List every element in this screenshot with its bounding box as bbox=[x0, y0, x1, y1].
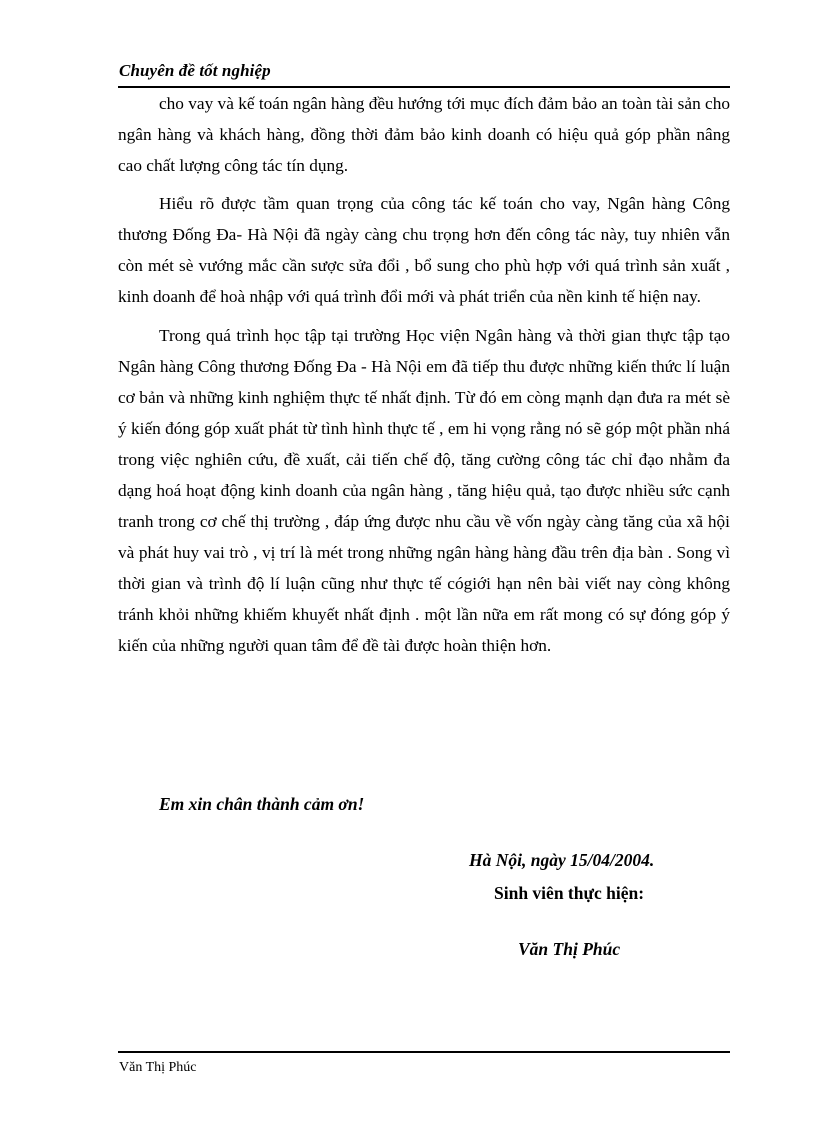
footer-author: Văn Thị Phúc bbox=[119, 1060, 197, 1075]
page-header bbox=[118, 58, 730, 88]
signature-date: Hà Nội, ngày 15/04/2004. bbox=[469, 850, 655, 870]
paragraph-study: Trong quá trình học tập tại trường Học viện Ngân hàng và thời gian thực tập tạo Ngân hàng Công thương Đống Đa - Hà Nội em đã tiếp thu được những kiến thức lí luận cơ bản và những kinh nghiệm thực tế nhất định. Từ đó em còng mạnh dạn đưa ra mét sè ý kiến đóng góp xuất phát từ tình hình thực tế , em hi vọng rằng nó sẽ góp một phần nhá trong việc nghiên cứu, đề xuất, cải tiến chế độ, tăng cường công tác chỉ đạo nhằm đa dạng hoá hoạt động kinh doanh của ngân hàng , tăng hiệu quả, tạo được nhiều sức cạnh tranh trong cơ chế thị trường , đáp ứng được nhu cầu về vốn ngày càng tăng của xã hội và phát huy vai trò , vị trí là mét trong những ngân hàng hàng đầu trên địa bàn . Song vì thời gian và trình độ lí luận cũng như thực tế cógiới hạn nên bài viết nay còng không tránh khỏi những khiếm khuyết nhất định . một lần nữa em rất mong có sự đóng góp ý kiến của những người quan tâm để đề tài được hoàn thiện hơn. bbox=[118, 326, 730, 655]
thanks-line: Em xin chân thành cảm ơn! bbox=[159, 794, 365, 814]
signature-role: Sinh viên thực hiện: bbox=[494, 883, 645, 903]
main-text bbox=[118, 88, 730, 669]
paragraph-continuation: cho vay và kế toán ngân hàng đều hướng tới mục đích đảm bảo an toàn tài sản cho ngân hàng và khách hàng, đồng thời đảm bảo kinh doanh có hiệu quả góp phần nâng cao chất lượng công tác tín dụng. bbox=[118, 94, 730, 175]
document-title: Chuyên đề tốt nghiệp bbox=[119, 61, 271, 80]
page-footer bbox=[118, 1051, 730, 1083]
paragraph-importance: Hiểu rõ được tầm quan trọng của công tác kế toán cho vay, Ngân hàng Công thương Đống Đa- Hà Nội đã ngày càng chu trọng hơn đến công tác này, tuy nhiên vẫn còn mét sè vướng mắc cần sược sửa đổi , bổ sung cho phù hợp với quá trình sản xuất , kinh doanh để hoà nhập với quá trình đổi mới và phát triển của nền kinh tế hiện nay. bbox=[118, 194, 730, 306]
signature-block bbox=[440, 850, 730, 970]
signature-name: Văn Thị Phúc bbox=[518, 939, 621, 959]
